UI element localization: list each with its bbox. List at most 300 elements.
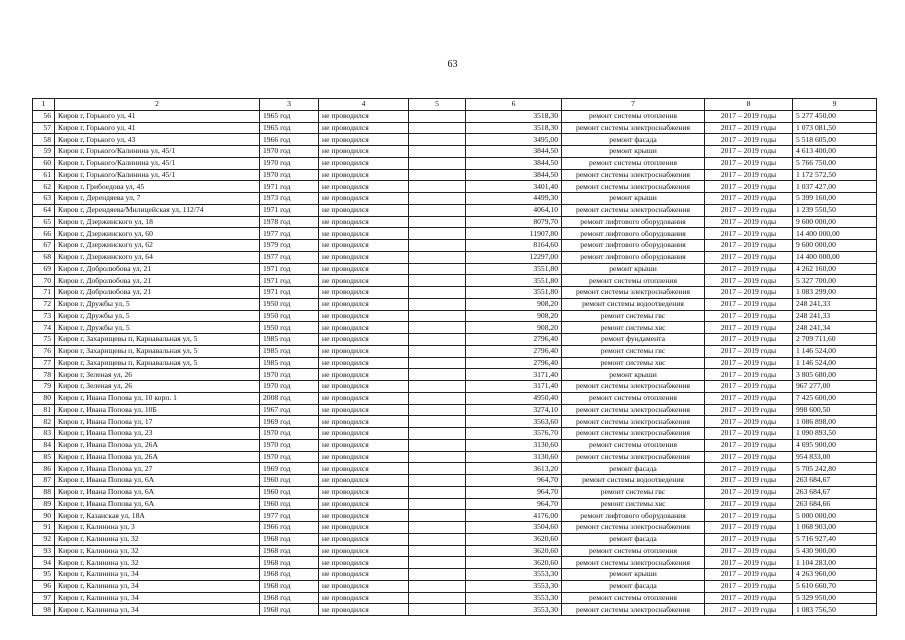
column-5-cell: [409, 122, 466, 134]
cost-cell: 9 600 000,00: [793, 240, 877, 252]
row-number-cell: 73: [33, 310, 55, 322]
build-year-cell: 1970 год: [260, 146, 319, 158]
column-5-cell: [409, 287, 466, 299]
last-repair-cell: не проводился: [319, 404, 409, 416]
area-cell: 3620,60: [466, 545, 562, 557]
area-cell: 3553,30: [466, 569, 562, 581]
work-type-cell: ремонт системы электроснабжения: [562, 557, 705, 569]
row-number-cell: 74: [33, 322, 55, 334]
build-year-cell: 1969 год: [260, 416, 319, 428]
build-year-cell: 1968 год: [260, 604, 319, 616]
table-body: [33, 99, 877, 616]
last-repair-cell: не проводился: [319, 216, 409, 228]
table-row: [33, 345, 877, 357]
address-cell: Киров г, Ивана Попова ул, 10 корп. 1: [55, 392, 260, 404]
address-cell: Киров г, Добролюбова ул, 21: [55, 275, 260, 287]
period-cell: 2017 – 2019 годы: [705, 510, 793, 522]
address-cell: Киров г, Ивана Попова ул, 23: [55, 428, 260, 440]
area-cell: 964,70: [466, 475, 562, 487]
area-cell: 3613,20: [466, 463, 562, 475]
table-row: [33, 451, 877, 463]
row-number-cell: 95: [33, 569, 55, 581]
build-year-cell: 1970 год: [260, 428, 319, 440]
area-cell: 3844,50: [466, 157, 562, 169]
column-5-cell: [409, 463, 466, 475]
work-type-cell: ремонт системы хвс: [562, 357, 705, 369]
last-repair-cell: не проводился: [319, 240, 409, 252]
cost-cell: 1 086 898,00: [793, 416, 877, 428]
last-repair-cell: не проводился: [319, 204, 409, 216]
area-cell: 4176,00: [466, 510, 562, 522]
period-cell: 2017 – 2019 годы: [705, 310, 793, 322]
row-number-cell: 76: [33, 345, 55, 357]
last-repair-cell: не проводился: [319, 557, 409, 569]
work-type-cell: ремонт системы отопления: [562, 157, 705, 169]
build-year-cell: 1960 год: [260, 475, 319, 487]
work-type-cell: ремонт системы отопления: [562, 392, 705, 404]
table-row: [33, 310, 877, 322]
area-cell: 908,20: [466, 310, 562, 322]
area-cell: 908,20: [466, 322, 562, 334]
row-number-cell: 68: [33, 251, 55, 263]
column-5-cell: [409, 251, 466, 263]
column-5-cell: [409, 357, 466, 369]
row-number-cell: 96: [33, 580, 55, 592]
table-row: [33, 251, 877, 263]
build-year-cell: 1960 год: [260, 498, 319, 510]
table-row: [33, 334, 877, 346]
build-year-cell: 1969 год: [260, 463, 319, 475]
address-cell: Киров г, Дружбы ул, 5: [55, 298, 260, 310]
build-year-cell: 1970 год: [260, 381, 319, 393]
column-5-cell: [409, 404, 466, 416]
row-number-cell: 58: [33, 134, 55, 146]
cost-cell: 5 277 450,00: [793, 110, 877, 122]
period-cell: 2017 – 2019 годы: [705, 404, 793, 416]
period-cell: 2017 – 2019 годы: [705, 486, 793, 498]
area-cell: 964,70: [466, 486, 562, 498]
build-year-cell: 1967 год: [260, 404, 319, 416]
build-year-cell: 1970 год: [260, 157, 319, 169]
area-cell: 12297,00: [466, 251, 562, 263]
row-number-cell: 80: [33, 392, 55, 404]
area-cell: 3551,80: [466, 263, 562, 275]
period-cell: 2017 – 2019 годы: [705, 345, 793, 357]
work-type-cell: ремонт системы электроснабжения: [562, 204, 705, 216]
work-type-cell: ремонт системы электроснабжения: [562, 169, 705, 181]
table-row: [33, 110, 877, 122]
build-year-cell: 1960 год: [260, 486, 319, 498]
row-number-cell: 89: [33, 498, 55, 510]
build-year-cell: 1965 год: [260, 122, 319, 134]
row-number-cell: 93: [33, 545, 55, 557]
column-5-cell: [409, 439, 466, 451]
build-year-cell: 1965 год: [260, 110, 319, 122]
address-cell: Киров г, Калинина ул, 32: [55, 557, 260, 569]
area-cell: 2796,40: [466, 345, 562, 357]
work-type-cell: ремонт системы электроснабжения: [562, 287, 705, 299]
area-cell: 3620,60: [466, 557, 562, 569]
column-5-cell: [409, 416, 466, 428]
work-type-cell: ремонт системы гвс: [562, 486, 705, 498]
table-row: [33, 322, 877, 334]
work-type-cell: ремонт крыши: [562, 263, 705, 275]
column-5-cell: [409, 275, 466, 287]
cost-cell: 4 263 960,00: [793, 569, 877, 581]
last-repair-cell: не проводился: [319, 263, 409, 275]
last-repair-cell: не проводился: [319, 369, 409, 381]
address-cell: Киров г, Добролюбова ул, 21: [55, 263, 260, 275]
table-row: [33, 287, 877, 299]
build-year-cell: 1971 год: [260, 287, 319, 299]
header-cell: 3: [260, 99, 319, 111]
cost-cell: 967 277,00: [793, 381, 877, 393]
row-number-cell: 75: [33, 334, 55, 346]
address-cell: Киров г, Горького/Калинина ул, 45/1: [55, 157, 260, 169]
row-number-cell: 77: [33, 357, 55, 369]
period-cell: 2017 – 2019 годы: [705, 533, 793, 545]
build-year-cell: 1968 год: [260, 592, 319, 604]
last-repair-cell: не проводился: [319, 287, 409, 299]
work-type-cell: ремонт лифтового оборудования: [562, 216, 705, 228]
work-type-cell: ремонт системы электроснабжения: [562, 181, 705, 193]
work-type-cell: ремонт крыши: [562, 569, 705, 581]
area-cell: 3551,80: [466, 287, 562, 299]
cost-cell: 1 083 756,50: [793, 604, 877, 616]
address-cell: Киров г, Зеленая ул, 26: [55, 381, 260, 393]
last-repair-cell: не проводился: [319, 134, 409, 146]
address-cell: Киров г, Горького ул, 43: [55, 134, 260, 146]
row-number-cell: 60: [33, 157, 55, 169]
last-repair-cell: не проводился: [319, 592, 409, 604]
column-5-cell: [409, 451, 466, 463]
row-number-cell: 63: [33, 193, 55, 205]
area-cell: 3844,50: [466, 146, 562, 158]
column-5-cell: [409, 569, 466, 581]
address-cell: Киров г, Зеленая ул, 26: [55, 369, 260, 381]
address-cell: Киров г, Калинина ул, 34: [55, 604, 260, 616]
period-cell: 2017 – 2019 годы: [705, 604, 793, 616]
row-number-cell: 81: [33, 404, 55, 416]
table-row: [33, 204, 877, 216]
last-repair-cell: не проводился: [319, 193, 409, 205]
address-cell: Киров г, Ивана Попова ул, 17: [55, 416, 260, 428]
area-cell: 3553,30: [466, 580, 562, 592]
cost-cell: 1 083 299,00: [793, 287, 877, 299]
last-repair-cell: не проводился: [319, 580, 409, 592]
work-type-cell: ремонт системы гвс: [562, 310, 705, 322]
column-5-cell: [409, 204, 466, 216]
table-row: [33, 522, 877, 534]
address-cell: Киров г, Казанская ул, 18А: [55, 510, 260, 522]
area-cell: 908,20: [466, 298, 562, 310]
last-repair-cell: не проводился: [319, 510, 409, 522]
last-repair-cell: не проводился: [319, 569, 409, 581]
last-repair-cell: не проводился: [319, 498, 409, 510]
row-number-cell: 85: [33, 451, 55, 463]
address-cell: Киров г, Ивана Попова ул, 6А: [55, 498, 260, 510]
cost-cell: 5 610 660,70: [793, 580, 877, 592]
table-row: [33, 169, 877, 181]
build-year-cell: 1970 год: [260, 439, 319, 451]
column-5-cell: [409, 345, 466, 357]
row-number-cell: 90: [33, 510, 55, 522]
area-cell: 3171,40: [466, 369, 562, 381]
work-type-cell: ремонт системы отопления: [562, 592, 705, 604]
address-cell: Киров г, Калинина ул, 32: [55, 533, 260, 545]
work-type-cell: ремонт системы отопления: [562, 110, 705, 122]
address-cell: Киров г, Ивана Попова ул, 10Б: [55, 404, 260, 416]
table-row: [33, 510, 877, 522]
column-5-cell: [409, 181, 466, 193]
work-type-cell: ремонт крыши: [562, 146, 705, 158]
build-year-cell: 1970 год: [260, 369, 319, 381]
build-year-cell: 1968 год: [260, 545, 319, 557]
table-row: [33, 557, 877, 569]
column-5-cell: [409, 486, 466, 498]
build-year-cell: 1968 год: [260, 557, 319, 569]
address-cell: Киров г, Калинина ул, 34: [55, 580, 260, 592]
address-cell: Киров г, Дзержинского ул, 60: [55, 228, 260, 240]
work-type-cell: ремонт системы хвс: [562, 498, 705, 510]
address-cell: Киров г, Дружбы ул, 5: [55, 322, 260, 334]
table-row: [33, 357, 877, 369]
area-cell: 3553,30: [466, 592, 562, 604]
period-cell: 2017 – 2019 годы: [705, 134, 793, 146]
header-cell: 9: [793, 99, 877, 111]
build-year-cell: 1970 год: [260, 451, 319, 463]
table-header-row: [33, 99, 877, 111]
period-cell: 2017 – 2019 годы: [705, 193, 793, 205]
row-number-cell: 82: [33, 416, 55, 428]
table-row: [33, 404, 877, 416]
area-cell: 8164,60: [466, 240, 562, 252]
cost-cell: 1 090 893,50: [793, 428, 877, 440]
cost-cell: 248 241,33: [793, 310, 877, 322]
last-repair-cell: не проводился: [319, 533, 409, 545]
row-number-cell: 72: [33, 298, 55, 310]
cost-cell: 14 400 000,00: [793, 251, 877, 263]
cost-cell: 1 146 524,00: [793, 345, 877, 357]
column-5-cell: [409, 146, 466, 158]
area-cell: 3495,00: [466, 134, 562, 146]
work-type-cell: ремонт системы электроснабжения: [562, 381, 705, 393]
row-number-cell: 56: [33, 110, 55, 122]
build-year-cell: 1971 год: [260, 181, 319, 193]
row-number-cell: 69: [33, 263, 55, 275]
address-cell: Киров г, Ивана Попова ул, 6А: [55, 486, 260, 498]
last-repair-cell: не проводился: [319, 357, 409, 369]
address-cell: Киров г, Горького/Калинина ул, 45/1: [55, 169, 260, 181]
work-type-cell: ремонт системы электроснабжения: [562, 416, 705, 428]
row-number-cell: 67: [33, 240, 55, 252]
last-repair-cell: не проводился: [319, 275, 409, 287]
cost-cell: 4 613 400,00: [793, 146, 877, 158]
table-row: [33, 392, 877, 404]
cost-cell: 5 329 950,00: [793, 592, 877, 604]
column-5-cell: [409, 110, 466, 122]
cost-cell: 5 327 700,00: [793, 275, 877, 287]
work-type-cell: ремонт лифтового оборудования: [562, 240, 705, 252]
address-cell: Киров г, Захарищевы п, Карнавальная ул, 5: [55, 345, 260, 357]
period-cell: 2017 – 2019 годы: [705, 146, 793, 158]
row-number-cell: 57: [33, 122, 55, 134]
table-row: [33, 146, 877, 158]
header-cell: 5: [409, 99, 466, 111]
last-repair-cell: не проводился: [319, 475, 409, 487]
address-cell: Киров г, Горького ул, 41: [55, 122, 260, 134]
table-row: [33, 604, 877, 616]
last-repair-cell: не проводился: [319, 522, 409, 534]
cost-cell: 5 399 160,00: [793, 193, 877, 205]
table-row: [33, 439, 877, 451]
period-cell: 2017 – 2019 годы: [705, 557, 793, 569]
period-cell: 2017 – 2019 годы: [705, 451, 793, 463]
row-number-cell: 79: [33, 381, 55, 393]
work-type-cell: ремонт фасада: [562, 463, 705, 475]
area-cell: 3563,60: [466, 416, 562, 428]
area-cell: 4950,40: [466, 392, 562, 404]
area-cell: 2796,40: [466, 357, 562, 369]
period-cell: 2017 – 2019 годы: [705, 439, 793, 451]
period-cell: 2017 – 2019 годы: [705, 381, 793, 393]
last-repair-cell: не проводился: [319, 310, 409, 322]
area-cell: 2796,40: [466, 334, 562, 346]
column-5-cell: [409, 298, 466, 310]
table-row: [33, 533, 877, 545]
build-year-cell: 1966 год: [260, 522, 319, 534]
column-5-cell: [409, 169, 466, 181]
header-cell: 4: [319, 99, 409, 111]
area-cell: 3504,60: [466, 522, 562, 534]
work-type-cell: ремонт системы электроснабжения: [562, 428, 705, 440]
work-type-cell: ремонт системы гвс: [562, 345, 705, 357]
cost-cell: 4 262 160,00: [793, 263, 877, 275]
last-repair-cell: не проводился: [319, 545, 409, 557]
build-year-cell: 1968 год: [260, 533, 319, 545]
area-cell: 3518,30: [466, 122, 562, 134]
work-type-cell: ремонт крыши: [562, 193, 705, 205]
table-row: [33, 369, 877, 381]
period-cell: 2017 – 2019 годы: [705, 263, 793, 275]
build-year-cell: 1979 год: [260, 240, 319, 252]
address-cell: Киров г, Дерендяева ул, 7: [55, 193, 260, 205]
period-cell: 2017 – 2019 годы: [705, 322, 793, 334]
build-year-cell: 1973 год: [260, 193, 319, 205]
cost-cell: 5 766 750,00: [793, 157, 877, 169]
table-row: [33, 475, 877, 487]
period-cell: 2017 – 2019 годы: [705, 522, 793, 534]
column-5-cell: [409, 216, 466, 228]
table-row: [33, 486, 877, 498]
area-cell: 4064,10: [466, 204, 562, 216]
cost-cell: 1 037 427,00: [793, 181, 877, 193]
cost-cell: 4 695 900,00: [793, 439, 877, 451]
address-cell: Киров г, Ивана Попова ул, 26А: [55, 451, 260, 463]
address-cell: Киров г, Добролюбова ул, 21: [55, 287, 260, 299]
row-number-cell: 97: [33, 592, 55, 604]
area-cell: 11907,80: [466, 228, 562, 240]
build-year-cell: 1950 год: [260, 322, 319, 334]
last-repair-cell: не проводился: [319, 345, 409, 357]
row-number-cell: 98: [33, 604, 55, 616]
cost-cell: 7 425 600,00: [793, 392, 877, 404]
period-cell: 2017 – 2019 годы: [705, 357, 793, 369]
last-repair-cell: не проводился: [319, 392, 409, 404]
cost-cell: 263 684,67: [793, 486, 877, 498]
build-year-cell: 1977 год: [260, 228, 319, 240]
area-cell: 3401,40: [466, 181, 562, 193]
column-5-cell: [409, 580, 466, 592]
build-year-cell: 1971 год: [260, 204, 319, 216]
cost-cell: 1 239 550,50: [793, 204, 877, 216]
cost-cell: 263 684,67: [793, 475, 877, 487]
work-type-cell: ремонт фасада: [562, 134, 705, 146]
period-cell: 2017 – 2019 годы: [705, 110, 793, 122]
work-type-cell: ремонт лифтового оборудования: [562, 251, 705, 263]
period-cell: 2017 – 2019 годы: [705, 275, 793, 287]
row-number-cell: 66: [33, 228, 55, 240]
table-row: [33, 498, 877, 510]
period-cell: 2017 – 2019 годы: [705, 369, 793, 381]
area-cell: 4499,30: [466, 193, 562, 205]
period-cell: 2017 – 2019 годы: [705, 428, 793, 440]
table-row: [33, 275, 877, 287]
page-number: 63: [447, 59, 458, 70]
address-cell: Киров г, Дерендяева/Милицейская ул, 112/74: [55, 204, 260, 216]
column-5-cell: [409, 240, 466, 252]
work-type-cell: ремонт фасада: [562, 533, 705, 545]
column-5-cell: [409, 522, 466, 534]
build-year-cell: 1968 год: [260, 580, 319, 592]
area-cell: 8079,70: [466, 216, 562, 228]
period-cell: 2017 – 2019 годы: [705, 592, 793, 604]
column-5-cell: [409, 533, 466, 545]
work-type-cell: ремонт системы электроснабжения: [562, 404, 705, 416]
address-cell: Киров г, Дзержинского ул, 18: [55, 216, 260, 228]
table-row: [33, 216, 877, 228]
column-5-cell: [409, 193, 466, 205]
column-5-cell: [409, 604, 466, 616]
work-type-cell: ремонт системы электроснабжения: [562, 604, 705, 616]
last-repair-cell: не проводился: [319, 181, 409, 193]
last-repair-cell: не проводился: [319, 228, 409, 240]
row-number-cell: 65: [33, 216, 55, 228]
build-year-cell: 1985 год: [260, 334, 319, 346]
cost-cell: 1 104 283,00: [793, 557, 877, 569]
cost-cell: 5 000 000,00: [793, 510, 877, 522]
cost-cell: 1 068 903,00: [793, 522, 877, 534]
table-row: [33, 157, 877, 169]
table-row: [33, 298, 877, 310]
address-cell: Киров г, Калинина ул, 32: [55, 545, 260, 557]
area-cell: 3551,80: [466, 275, 562, 287]
table-row: [33, 263, 877, 275]
area-cell: 3576,70: [466, 428, 562, 440]
last-repair-cell: не проводился: [319, 428, 409, 440]
period-cell: 2017 – 2019 годы: [705, 216, 793, 228]
work-type-cell: ремонт системы отопления: [562, 275, 705, 287]
period-cell: 2017 – 2019 годы: [705, 475, 793, 487]
row-number-cell: 70: [33, 275, 55, 287]
address-cell: Киров г, Калинина ул, 34: [55, 592, 260, 604]
column-5-cell: [409, 392, 466, 404]
period-cell: 2017 – 2019 годы: [705, 204, 793, 216]
last-repair-cell: не проводился: [319, 486, 409, 498]
table-row: [33, 416, 877, 428]
row-number-cell: 92: [33, 533, 55, 545]
row-number-cell: 61: [33, 169, 55, 181]
